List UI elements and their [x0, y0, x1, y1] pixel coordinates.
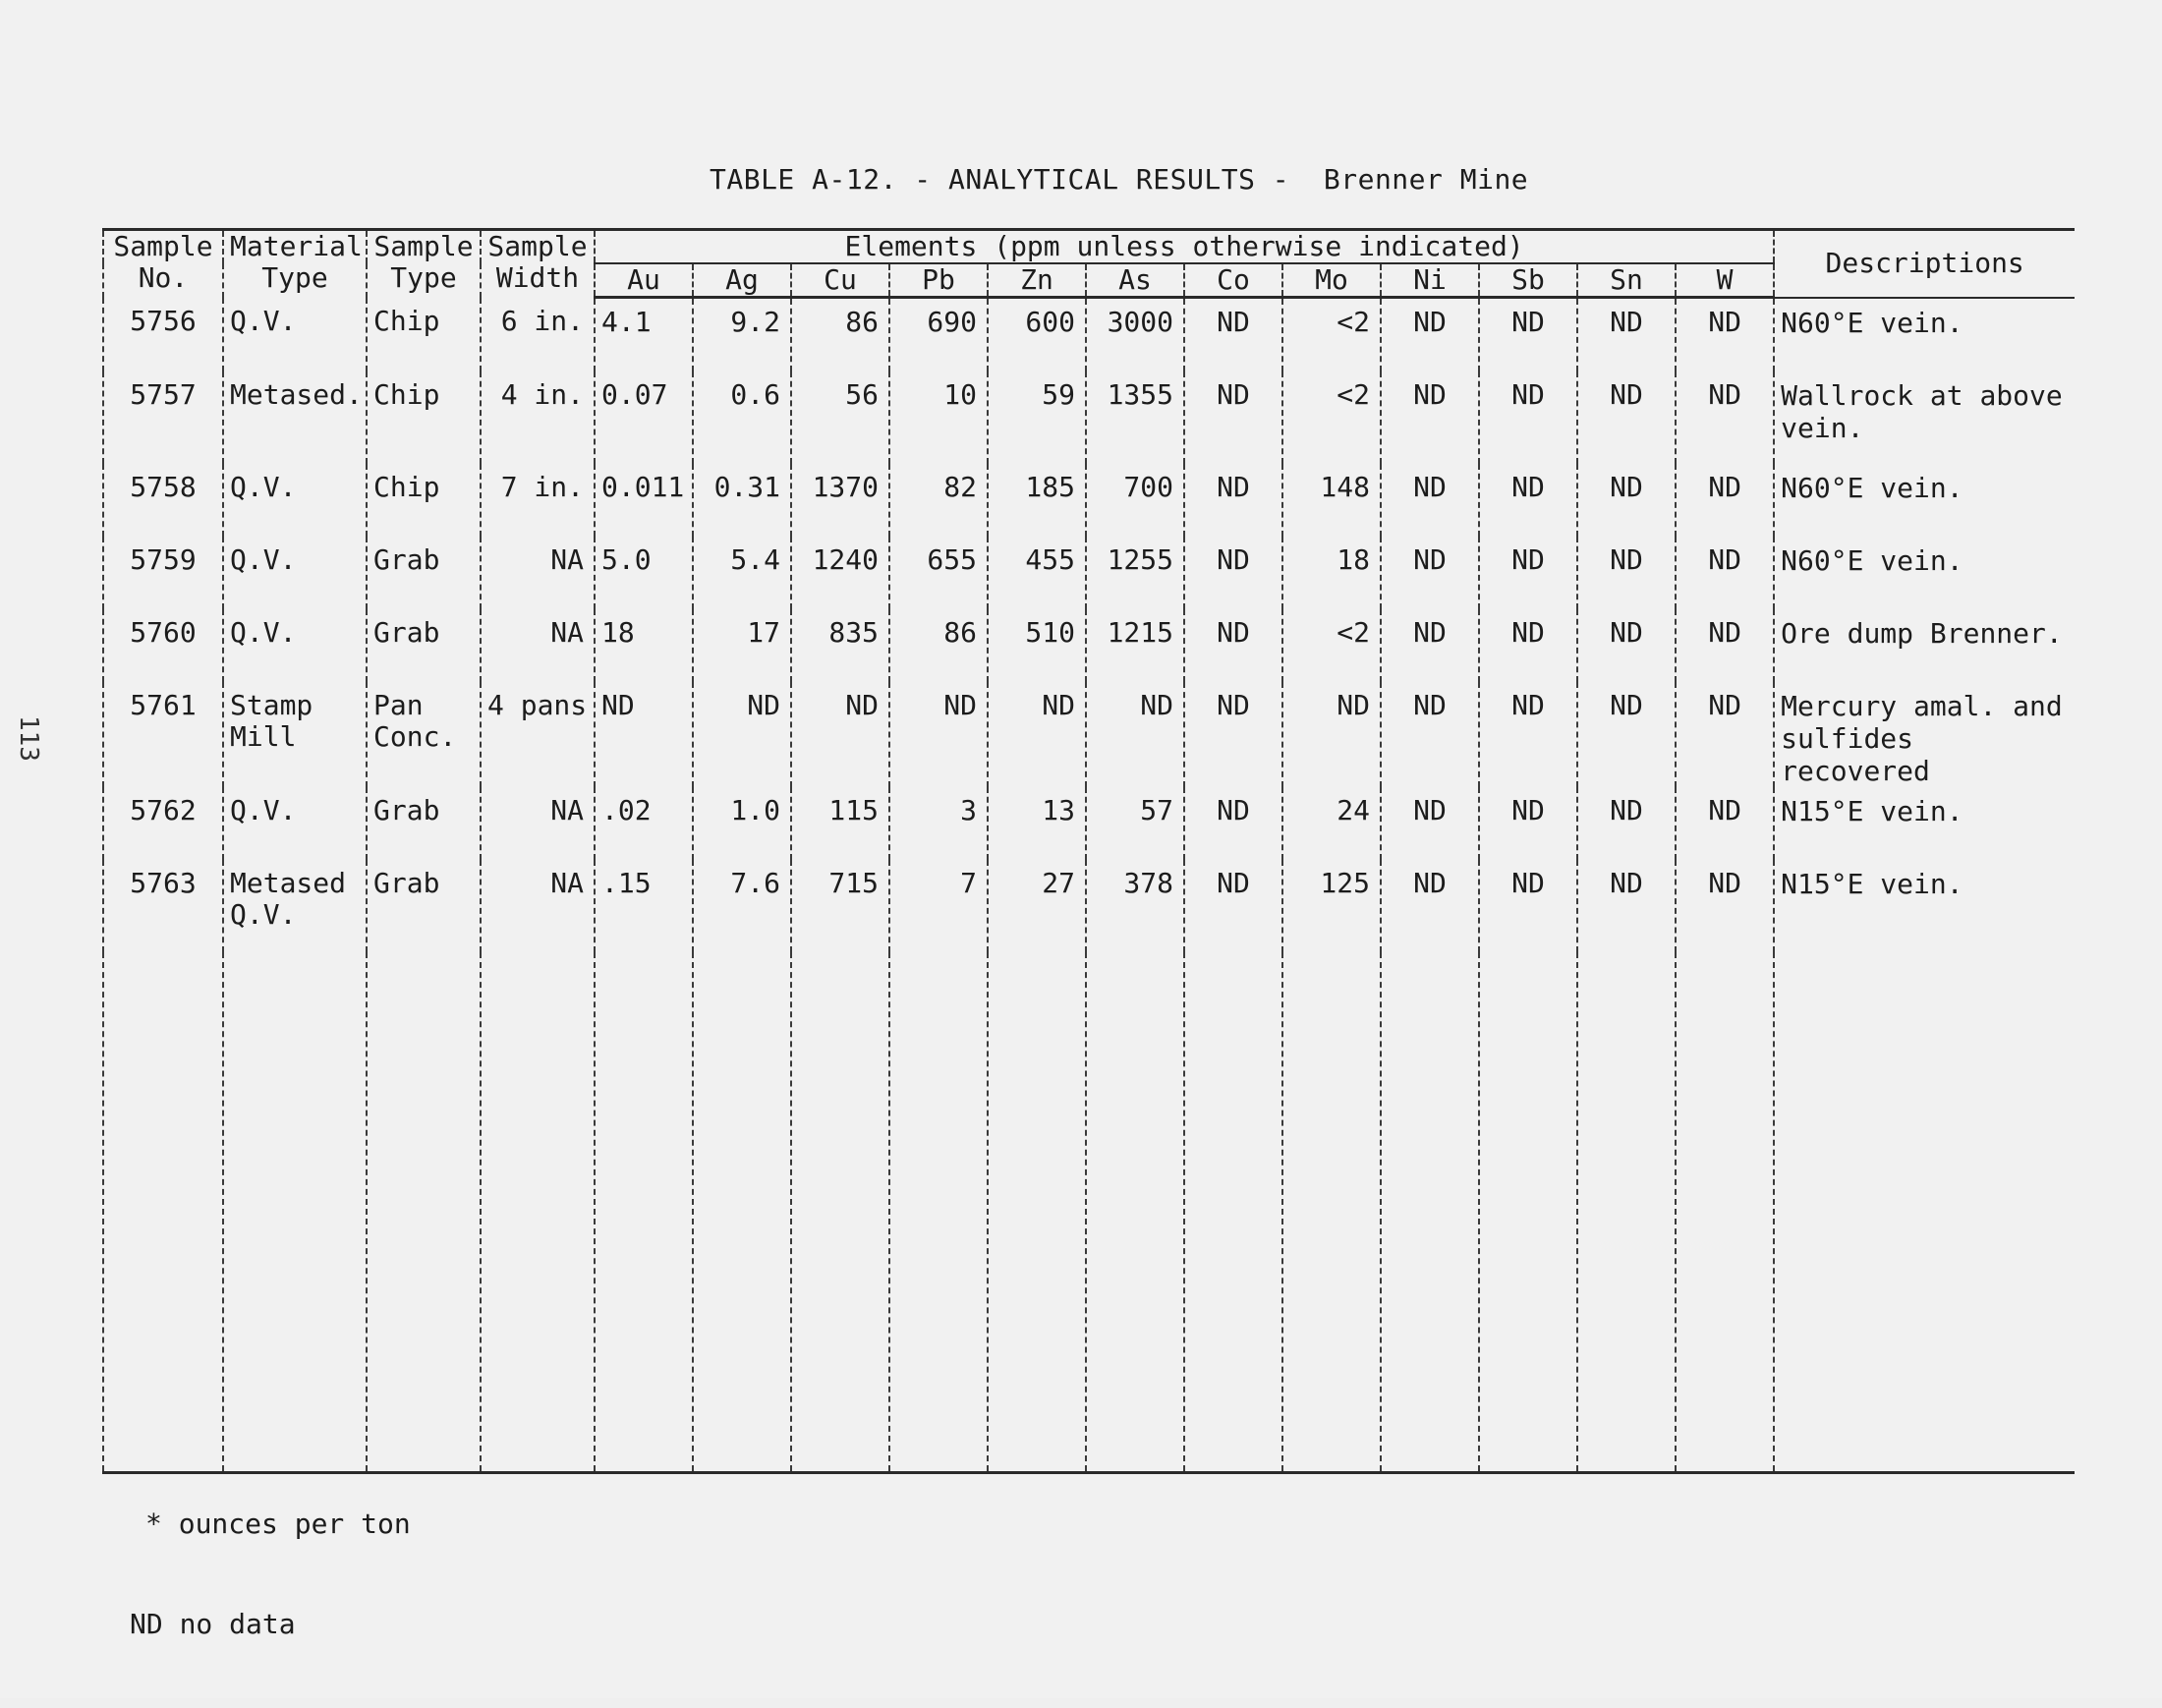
header-element-co: Co	[1184, 263, 1282, 298]
au-cell: ND	[595, 682, 693, 787]
material-type-cell: Q.V.	[223, 298, 367, 372]
cu-cell: 715	[791, 860, 889, 952]
ni-cell: ND	[1381, 371, 1479, 464]
co-cell: ND	[1184, 609, 1282, 682]
sn-cell: ND	[1577, 787, 1676, 860]
pb-cell: 86	[889, 609, 988, 682]
sb-cell: ND	[1479, 537, 1577, 609]
header-sample-no: Sample No.	[103, 230, 223, 298]
table-row	[103, 371, 2075, 464]
sample-type-cell: Grab	[367, 787, 481, 860]
zn-cell: 455	[988, 537, 1086, 609]
sample-width-cell: 7 in.	[481, 464, 595, 537]
au-cell: 18	[595, 609, 693, 682]
table-row	[103, 464, 2075, 537]
sample-type-cell: Chip	[367, 464, 481, 537]
pb-cell: ND	[889, 682, 988, 787]
material-type-cell: Q.V.	[223, 537, 367, 609]
pb-cell: 690	[889, 298, 988, 372]
mo-cell: <2	[1282, 298, 1381, 372]
analytical-results-table	[102, 228, 2075, 1474]
cu-cell: 86	[791, 298, 889, 372]
co-cell: ND	[1184, 537, 1282, 609]
sn-cell: ND	[1577, 860, 1676, 952]
table-row	[103, 537, 2075, 609]
table-row	[103, 298, 2075, 372]
zn-cell: 27	[988, 860, 1086, 952]
header-sample-width: Sample Width	[481, 230, 595, 298]
ag-cell: * 0.31	[693, 464, 791, 537]
header-element-sb: Sb	[1479, 263, 1577, 298]
mo-cell: 18	[1282, 537, 1381, 609]
description-cell: N60°E vein.	[1774, 537, 2075, 609]
header-elements-group: Elements (ppm unless otherwise indicated)	[595, 230, 1774, 264]
sample-type-cell: Chip	[367, 298, 481, 372]
sample-no-cell: 5757	[103, 371, 223, 464]
description-cell: N15°E vein.	[1774, 860, 2075, 952]
ni-cell: ND	[1381, 464, 1479, 537]
au-cell: 4.1	[595, 298, 693, 372]
mo-cell: ND	[1282, 682, 1381, 787]
pb-cell: 7	[889, 860, 988, 952]
sn-cell: ND	[1577, 537, 1676, 609]
header-element-cu: Cu	[791, 263, 889, 298]
ni-cell: ND	[1381, 298, 1479, 372]
ag-cell: 7.6	[693, 860, 791, 952]
as-cell: 1215	[1086, 609, 1184, 682]
zn-cell: ND	[988, 682, 1086, 787]
w-cell: ND	[1676, 787, 1774, 860]
mine-name: Brenner Mine	[1323, 163, 1529, 196]
w-cell: ND	[1676, 464, 1774, 537]
as-cell: ND	[1086, 682, 1184, 787]
sn-cell: ND	[1577, 371, 1676, 464]
sb-cell: ND	[1479, 609, 1577, 682]
ag-cell: 1.0	[693, 787, 791, 860]
sample-no-cell: 5760	[103, 609, 223, 682]
mo-cell: 24	[1282, 787, 1381, 860]
header-element-as: As	[1086, 263, 1184, 298]
header-sample-type: Sample Type	[367, 230, 481, 298]
w-cell: ND	[1676, 682, 1774, 787]
material-type-cell: Metased Q.V.	[223, 860, 367, 952]
sample-width-cell: 4 pans	[481, 682, 595, 787]
sn-cell: ND	[1577, 298, 1676, 372]
sample-width-cell: NA	[481, 609, 595, 682]
ni-cell: ND	[1381, 682, 1479, 787]
header-descriptions: Descriptions	[1774, 230, 2075, 298]
as-cell: 3000	[1086, 298, 1184, 372]
sample-width-cell: NA	[481, 860, 595, 952]
sample-width-cell: 4 in.	[481, 371, 595, 464]
mo-cell: 125	[1282, 860, 1381, 952]
sb-cell: ND	[1479, 371, 1577, 464]
sb-cell: ND	[1479, 682, 1577, 787]
w-cell: ND	[1676, 860, 1774, 952]
cu-cell: 115	[791, 787, 889, 860]
sb-cell: ND	[1479, 298, 1577, 372]
description-cell: N60°E vein.	[1774, 464, 2075, 537]
co-cell: ND	[1184, 371, 1282, 464]
au-cell: .15	[595, 860, 693, 952]
sb-cell: ND	[1479, 860, 1577, 952]
au-cell: * 0.011	[595, 464, 693, 537]
header-material-type: Material Type	[223, 230, 367, 298]
sb-cell: ND	[1479, 787, 1577, 860]
mo-cell: <2	[1282, 609, 1381, 682]
material-type-cell: Stamp Mill	[223, 682, 367, 787]
ni-cell: ND	[1381, 609, 1479, 682]
table-row	[103, 609, 2075, 682]
table-title	[710, 163, 1528, 196]
sample-type-cell: Chip	[367, 371, 481, 464]
header-element-zn: Zn	[988, 263, 1086, 298]
footnote-ounces-per-ton: * ounces per ton	[145, 1508, 411, 1540]
description-cell: N15°E vein.	[1774, 787, 2075, 860]
ag-cell: ND	[693, 682, 791, 787]
material-type-cell: Q.V.	[223, 787, 367, 860]
material-type-cell: Q.V.	[223, 464, 367, 537]
description-cell: N60°E vein.	[1774, 298, 2075, 372]
zn-cell: 600	[988, 298, 1086, 372]
cu-cell: ND	[791, 682, 889, 787]
w-cell: ND	[1676, 371, 1774, 464]
side-page-number: 113	[14, 715, 43, 762]
as-cell: 1355	[1086, 371, 1184, 464]
sample-width-cell: NA	[481, 787, 595, 860]
sample-no-cell: 5761	[103, 682, 223, 787]
ag-cell: 9.2	[693, 298, 791, 372]
as-cell: 1255	[1086, 537, 1184, 609]
footnotes	[130, 1441, 411, 1708]
cu-cell: 1240	[791, 537, 889, 609]
cu-cell: 835	[791, 609, 889, 682]
header-element-w: W	[1676, 263, 1774, 298]
zn-cell: 185	[988, 464, 1086, 537]
ni-cell: ND	[1381, 787, 1479, 860]
sample-type-cell: Pan Conc.	[367, 682, 481, 787]
pb-cell: 82	[889, 464, 988, 537]
ag-cell: 5.4	[693, 537, 791, 609]
material-type-cell: Q.V.	[223, 609, 367, 682]
mo-cell: <2	[1282, 371, 1381, 464]
footnote-no-data: ND no data	[130, 1608, 296, 1640]
sn-cell: ND	[1577, 609, 1676, 682]
sample-width-cell: 6 in.	[481, 298, 595, 372]
sample-no-cell: 5763	[103, 860, 223, 952]
sample-width-cell: NA	[481, 537, 595, 609]
pb-cell: 3	[889, 787, 988, 860]
header-element-mo: Mo	[1282, 263, 1381, 298]
table-row	[103, 682, 2075, 787]
co-cell: ND	[1184, 682, 1282, 787]
pb-cell: 655	[889, 537, 988, 609]
zn-cell: 59	[988, 371, 1086, 464]
cu-cell: 1370	[791, 464, 889, 537]
zn-cell: 13	[988, 787, 1086, 860]
description-cell: Wallrock at above vein.	[1774, 371, 2075, 464]
ag-cell: 0.6	[693, 371, 791, 464]
table-label: TABLE A-12. - ANALYTICAL RESULTS -	[710, 163, 1290, 196]
sample-no-cell: 5759	[103, 537, 223, 609]
w-cell: ND	[1676, 609, 1774, 682]
header-element-ag: Ag	[693, 263, 791, 298]
sn-cell: ND	[1577, 464, 1676, 537]
pb-cell: 10	[889, 371, 988, 464]
table-row	[103, 787, 2075, 860]
co-cell: ND	[1184, 787, 1282, 860]
sample-no-cell: 5756	[103, 298, 223, 372]
co-cell: ND	[1184, 860, 1282, 952]
as-cell: 700	[1086, 464, 1184, 537]
co-cell: ND	[1184, 298, 1282, 372]
ni-cell: ND	[1381, 537, 1479, 609]
as-cell: 57	[1086, 787, 1184, 860]
w-cell: ND	[1676, 537, 1774, 609]
material-type-cell: Metased.	[223, 371, 367, 464]
header-element-pb: Pb	[889, 263, 988, 298]
table-row	[103, 860, 2075, 952]
sample-no-cell: 5758	[103, 464, 223, 537]
header-element-ni: Ni	[1381, 263, 1479, 298]
au-cell: 0.07	[595, 371, 693, 464]
cu-cell: 56	[791, 371, 889, 464]
zn-cell: 510	[988, 609, 1086, 682]
co-cell: ND	[1184, 464, 1282, 537]
sample-type-cell: Grab	[367, 537, 481, 609]
table-bottom-filler	[103, 952, 2075, 1473]
header-element-au: Au	[595, 263, 693, 298]
mo-cell: 148	[1282, 464, 1381, 537]
as-cell: 378	[1086, 860, 1184, 952]
results-body	[103, 298, 2075, 1473]
w-cell: ND	[1676, 298, 1774, 372]
description-cell: Ore dump Brenner.	[1774, 609, 2075, 682]
sample-type-cell: Grab	[367, 609, 481, 682]
sn-cell: ND	[1577, 682, 1676, 787]
header-element-sn: Sn	[1577, 263, 1676, 298]
ag-cell: 17	[693, 609, 791, 682]
au-cell: .02	[595, 787, 693, 860]
description-cell: Mercury amal. and sulfides recovered	[1774, 682, 2075, 787]
sample-no-cell: 5762	[103, 787, 223, 860]
au-cell: 5.0	[595, 537, 693, 609]
sample-type-cell: Grab	[367, 860, 481, 952]
sb-cell: ND	[1479, 464, 1577, 537]
ni-cell: ND	[1381, 860, 1479, 952]
